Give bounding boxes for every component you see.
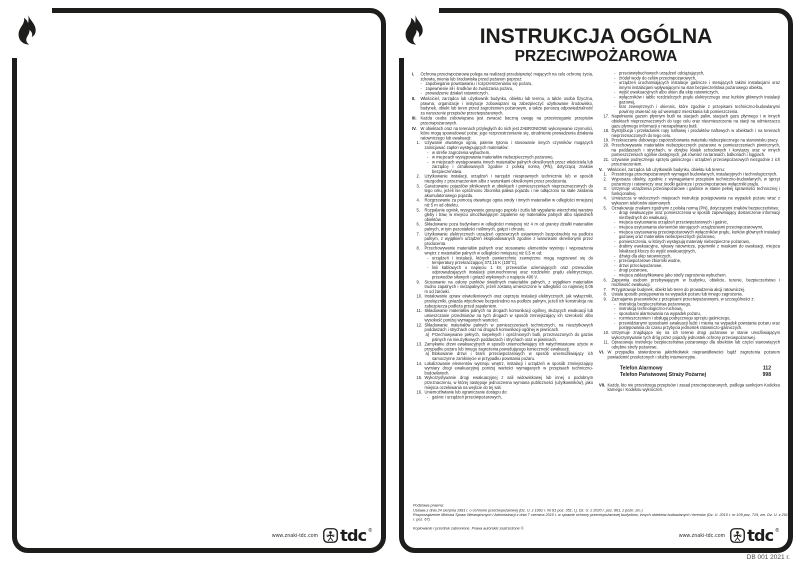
- list-item: [412, 265, 593, 279]
- item-text: Blokowanie drzwi i bram przeciwpożarowych w sposób uniemożliwiający ich samoczynne zamknięcie w przypadku powstania pożaru.: [432, 351, 593, 362]
- item-text: Ustala sposób postępowania na wypadek pożaru lub innego zagrożenia.: [611, 292, 743, 297]
- brand-row: [679, 528, 779, 543]
- item-text: przeciwwybuchowych urządzeń odciążających,: [619, 71, 705, 76]
- item-marker: 13.: [416, 342, 423, 347]
- item-text: Zamykanie drzwi ewakuacyjnych w sposób uniemożliwiający ich natychmiastowe użycie w przypadku pożaru lub innego zagrożenia powodującego konieczność ewakuacji.: [424, 342, 593, 352]
- item-text: w miejscach występowania innych materiałów palnych określonych przez właściciela lub zarządcę i oznakowanych zgodnie z polską normą (PN), dotyczącą znaków bezpieczeństwa.: [432, 159, 593, 174]
- item-text: krat zewnętrznych i okiennic, które zgodnie z przepisami techniczno-budowlanymi powinny otwierać się od wewnątrz mieszkania lub pomieszczenia.: [619, 104, 780, 114]
- item-marker: -: [427, 394, 429, 400]
- list-item: [599, 321, 780, 331]
- section-item: [412, 72, 593, 82]
- list-item: [412, 184, 593, 198]
- item-text: Instalowanie opraw oświetleniowych oraz osprzętu instalacji elektrycznych, jak wyłączniki, przełączniki, gniazda wtyczkowe bezpośrednio na podłożu palnym, jeżeli ich konstrukcja nie zabezpiecza podłoża przed zapaleniem.: [424, 294, 593, 309]
- item-marker: -: [614, 316, 616, 321]
- item-marker: -: [427, 265, 429, 270]
- item-marker: 5.: [603, 205, 607, 211]
- list-item: [599, 187, 780, 197]
- tdc-logo-text: tdc: [340, 526, 367, 545]
- item-text: Umieszcza w widocznych miejscach instrukcje postępowania na wypadek pożaru wraz z wykazem telefonów alarmowych.: [611, 196, 780, 206]
- item-text: Przygotowuje budynek, obiekt lub teren do prowadzenia akcji ratowniczej.: [611, 287, 746, 292]
- item-marker: 10.: [416, 294, 423, 299]
- item-marker: 8.: [603, 292, 607, 297]
- item-text: Używanie podręcznego sprzętu gaśniczego i urządzeń przeciwpożarowych niezgodnie z ich przeznaczeniem.: [611, 157, 780, 167]
- item-marker: 18.: [603, 128, 610, 134]
- item-marker: -: [420, 81, 422, 87]
- item-marker: -: [614, 263, 616, 268]
- item-marker: -: [614, 210, 616, 216]
- item-marker: 10.: [603, 330, 610, 336]
- list-item: [599, 340, 780, 350]
- tdc-logo-text: tdc: [747, 526, 774, 545]
- item-marker: -: [614, 225, 616, 230]
- item-marker: 17.: [603, 114, 610, 119]
- list-item: [599, 278, 780, 288]
- legal-basis-heading: Podstawa prawna:: [413, 503, 444, 508]
- item-text: wyjść ewakuacyjnych albo okien dla ekip ratowniczych,: [619, 90, 719, 95]
- item-text: źródeł wody do celów przeciwpożarowych,: [619, 75, 697, 81]
- item-marker: a): [425, 332, 430, 338]
- list-item: [412, 232, 593, 246]
- item-text: przeciwpożarowe zbiorniki wodne,: [619, 258, 682, 264]
- list-item: [599, 177, 780, 187]
- list-item: [412, 309, 593, 323]
- item-text: Właściciel, zarządca lub użytkownik budynku, obiektu lub terenu:: [607, 167, 725, 172]
- list-item: [412, 91, 593, 96]
- item-marker: 19.: [603, 138, 610, 143]
- list-item: [412, 160, 593, 174]
- item-marker: -: [614, 301, 616, 307]
- item-marker: 6.: [416, 222, 420, 227]
- item-text: w strefie zagrożenia wybuchem,: [432, 150, 491, 155]
- item-marker: I.: [412, 72, 415, 77]
- list-item: [412, 280, 593, 294]
- item-text: Przechowywanie materiałów niebezpiecznych pożarowo w pomieszczeniach piwnicznych, na poddaszach i strychach, w obrębie klatek schodowych i korytarzy oraz w innych pomieszczeniach ogólnie dostępnych, jak również na tarasach, balkonach i loggiach.: [611, 142, 780, 158]
- website-label: www.znaki-tdc.com: [271, 532, 319, 539]
- item-text: miejsca usytuowania urządzeń przeciwpożarowych i gaśnic,: [619, 220, 728, 225]
- item-marker: -: [427, 150, 429, 155]
- item-marker: 9.: [416, 279, 420, 285]
- list-item: [599, 244, 780, 254]
- flame-icon: [15, 14, 42, 52]
- item-text: Stosowanie na osłony punktów świetlnych materiałów palnych, z wyjątkiem materiałów trudno zapalnych i niezapalnych, jeżeli zostaną umieszczone w odległości co najmniej 0,05 m od żarówki.: [424, 279, 593, 294]
- item-marker: a): [425, 351, 430, 357]
- phone-number: 112: [762, 365, 771, 371]
- item-marker: -: [614, 220, 616, 225]
- item-marker: 14.: [416, 361, 423, 366]
- item-marker: 21.: [603, 157, 610, 162]
- column-right: [599, 71, 780, 509]
- list-item: [599, 114, 780, 128]
- item-marker: II.: [412, 96, 416, 101]
- item-text: Każda osoba zobowiązana jest zwracać baczną uwagę na przestrzeganie przepisów przeciwpożarowych.: [420, 116, 593, 126]
- catalog-number: DB 001 2021 r.: [746, 554, 790, 561]
- item-marker: 4.: [603, 196, 607, 201]
- list-item: [412, 395, 593, 400]
- item-marker: -: [614, 311, 616, 316]
- item-text: Rozpalanie ognisk, wysypywanie gorącego popiołu i żużla lub wypalanie wierzchniej warstwy gleby i traw, w miejscu umożliwiającym zapalenie się materiałów palnych albo sąsiednich obiektów.: [424, 207, 593, 222]
- item-text: rozmieszczeniem i obsługą podręcznego sprzętu gaśniczego,: [619, 316, 731, 321]
- list-item: [412, 376, 593, 390]
- item-marker: 5.: [416, 207, 420, 213]
- item-marker: 12.: [416, 322, 423, 328]
- item-text: przewidzianymi sposobami ewakuacji ludzi i mienia na wypadek powstania pożaru oraz postępowania do czasu przybycia jednostek ratowniczo-gaśniczych.: [619, 320, 780, 331]
- list-item: [412, 246, 593, 256]
- item-marker: -: [420, 86, 422, 91]
- item-marker: -: [614, 272, 616, 278]
- item-text: Składowanie poza budynkami w odległości mniejszej niż 4 m od granicy działki materiałów palnych, w tym pozostałości roślinnych, gałęzi i chrustu.: [424, 222, 593, 232]
- list-item: [412, 352, 593, 362]
- item-text: Dystrybucja i przeładunek ropy naftowej i produktów naftowych w obiektach i na terenach nieprzeznaczonych do tego celu.: [611, 128, 780, 138]
- item-marker: -: [614, 90, 616, 95]
- section-item: [412, 116, 593, 126]
- list-item: [599, 157, 780, 167]
- item-text: wyłączników i tablic rozdzielczych prądu elektrycznego oraz kurków głównych instalacji gazowej,: [619, 94, 780, 105]
- registered-mark: ®: [775, 528, 779, 534]
- list-item: [599, 211, 780, 221]
- list-item: [412, 222, 593, 232]
- page-subtitle: PRZECIWPOŻAROWA: [514, 48, 678, 65]
- item-text: Opracowuje instrukcje bezpieczeństwa pożarowego dla obiektów lub części stanowiących odrębne strefy pożarowe.: [611, 340, 780, 350]
- item-marker: -: [614, 229, 616, 235]
- item-marker: 3.: [416, 183, 420, 189]
- item-text: Oznakowuje znakami zgodnymi z polską normą (PN), dotyczącymi znaków bezpieczeństwa:: [611, 205, 779, 211]
- list-item: [412, 174, 593, 184]
- list-item: [599, 81, 780, 91]
- phone-row: [620, 371, 771, 378]
- list-item: [412, 342, 593, 352]
- item-marker: VI.: [599, 350, 605, 355]
- tdc-logo-man-icon: [730, 528, 745, 543]
- item-text: Przestrzega przeciwpożarowych wymagań budowlanych, instalacyjnych i technologicznych.: [611, 172, 778, 177]
- list-item: [599, 95, 780, 105]
- item-text: Każdy, kto nie przestrzega przepisów i zasad przeciwpożarowych, podlega sankcjom Kodeksu karnego i Kodeksu wykroczeń.: [607, 382, 780, 393]
- item-marker: 3.: [603, 186, 607, 192]
- list-item: [412, 361, 593, 375]
- item-text: miejsca usytuowania elementów sterujących urządzeniami przeciwpożarowymi,: [619, 225, 764, 230]
- item-marker: -: [614, 306, 616, 312]
- item-text: Użytkowanie instalacji, urządzeń i narzędzi niesprawnych technicznie lub w sposób niezgodny z przeznaczeniem albo z warunkami określonymi przez producenta.: [424, 174, 593, 184]
- list-item: [412, 323, 593, 333]
- item-text: W przypadku stwierdzenia jakichkolwiek nieprawidłowości bądź zagrożenia pożarem powiadomić przełożonych i służby interwencyjne.: [607, 350, 780, 360]
- item-text: w miejscach występowania materiałów niebezpiecznych pożarowo,: [432, 155, 554, 160]
- item-text: Rozgrzewanie za pomocą otwartego ognia smoły i innych materiałów w odległości mniejszej niż 5 m od obiektu.: [424, 198, 593, 208]
- item-marker: 20.: [603, 142, 610, 148]
- item-text: dźwigi dla ekip ratowniczych,: [619, 253, 672, 259]
- item-text: Wykorzystywanie drogi ewakuacyjnej z sali widowiskowej lub innej o podobnym przeznaczeniu, w której następuje jednoczesna wymiana publiczności (użytkowników), jako miejsca oczekiwania na wejście do tej sali.: [424, 375, 593, 390]
- item-marker: -: [614, 268, 616, 273]
- item-text: Przechowywanie pełnych, niepełnych i opróżnionych butli, przeznaczonych do gazów palnych na nieużytkowych poddaszach i strychach oraz w piwnicach.: [432, 332, 593, 342]
- list-item: [412, 198, 593, 208]
- phone-number: 998: [762, 371, 771, 378]
- item-text: Składowanie materiałów palnych na drogach komunikacji ogólnej, służących ewakuacji lub umieszczanie przedmiotów na tych drogach w sposób zmniejszający ich szerokość albo wysokość poniżej wymaganych wartości.: [424, 308, 593, 323]
- item-marker: V.: [599, 167, 603, 172]
- list-item: [412, 208, 593, 222]
- website-label: www.znaki-tdc.com: [678, 532, 726, 539]
- item-text: Użytkowanie elektrycznych urządzeń ogrzewczych ustawionych bezpośrednio na podłożu palnym, z wyjątkiem urządzeń eksploatowanych zgodnie z warunkami określonymi przez producenta.: [424, 231, 593, 246]
- section-item: [412, 96, 593, 115]
- item-marker: -: [614, 80, 616, 86]
- item-marker: VII.: [599, 382, 606, 388]
- page-title: INSTRUKCJA OGÓLNA: [479, 25, 713, 48]
- item-marker: 2.: [603, 177, 607, 182]
- item-marker: -: [614, 104, 616, 110]
- item-marker: -: [614, 320, 616, 326]
- list-item: [599, 143, 780, 157]
- list-item: [599, 331, 780, 341]
- item-marker: 4.: [416, 198, 420, 203]
- item-text: Zapewnia osobom przebywającym w budynku, obiekcie, terenie, bezpieczeństwo i możliwość ewakuacji.: [611, 277, 780, 288]
- item-text: pomieszczenia, w których występują materiały niebezpieczne pożarowo,: [619, 239, 751, 244]
- item-text: drzwi przeciwpożarowe,: [619, 263, 663, 268]
- instruction-sheet: [399, 8, 793, 553]
- item-marker: IV.: [412, 126, 417, 131]
- item-text: Utrzymuje urządzenia przeciwpożarowe i gaśnice w stanie pełnej sprawności technicznej i funkcjonalnej.: [611, 186, 780, 196]
- list-item: [599, 196, 780, 206]
- list-item: [412, 141, 593, 151]
- item-marker: 2.: [416, 174, 420, 179]
- item-text: W obiektach oraz na terenach przyległych do nich jest ZABRONIONE wykonywanie czynności, które mogą spowodować pożar, jego rozprzestrzenianie się, utrudnienie prowadzenia działania ratowniczego lub ewakuacji:: [420, 126, 593, 141]
- brand-row: [272, 528, 372, 543]
- tdc-logo: [730, 528, 779, 543]
- item-marker: -: [614, 239, 616, 244]
- item-marker: -: [427, 159, 429, 165]
- item-marker: -: [614, 75, 616, 81]
- item-marker: 15.: [416, 375, 423, 381]
- section-item: [599, 383, 780, 393]
- item-marker: 11.: [603, 340, 609, 345]
- text-columns: [412, 71, 780, 509]
- section-item: [412, 126, 593, 140]
- item-marker: -: [614, 71, 616, 76]
- item-marker: -: [614, 258, 616, 264]
- item-marker: -: [614, 253, 616, 259]
- phone-label: Telefon Państwowej Straży Pożarnej: [620, 371, 707, 378]
- item-text: prowadzenie działań ratowniczych.: [425, 91, 489, 96]
- item-text: miejsca zaklasyfikowane jako strefy zagrożenia wybuchem.: [619, 272, 727, 278]
- item-marker: 7.: [416, 231, 420, 237]
- item-text: drabiny ewakuacyjne, rękawy ratownicze, pojemniki z maskami do ewakuacji, miejsca lokalizacji kluczy do wyjść ewakuacyjnych,: [619, 244, 780, 254]
- item-marker: 7.: [603, 287, 607, 292]
- emergency-phones: [620, 365, 771, 378]
- item-text: Składowanie materiałów palnych w pomieszczeniach technicznych, na nieużytkowych poddaszach i strychach oraz na drogach komunikacji ogólnej w piwnicach.: [424, 322, 593, 333]
- item-text: Ochrona przeciwpożarowa polega na realizacji przedsięwzięć mających na celu ochronę życia, zdrowia, mienia lub środowiska przed pożarem poprzez:: [420, 72, 593, 82]
- blank-sheet: [12, 8, 386, 553]
- tdc-logo: [323, 528, 372, 543]
- flame-icon: [402, 14, 429, 52]
- item-marker: 11.: [416, 308, 422, 314]
- item-text: sposobami alarmowania na wypadek pożaru,: [619, 311, 701, 316]
- item-text: Lokalizowanie elementów wystroju wnętrz, instalacji i urządzeń w sposób zmniejszający wymiary drogi ewakuacyjnej poniżej wartości wymaganych w przepisach techniczno-budowlanych.: [424, 361, 593, 376]
- item-marker: III.: [412, 116, 417, 121]
- item-marker: 1.: [416, 140, 420, 146]
- column-left: [412, 71, 593, 509]
- item-text: Garażowanie pojazdów silnikowych w obiektach i pomieszczeniach nieprzeznaczonych do tego celu, jeżeli nie opróżniono zbiornika paliwa pojazdu i nie odłączono na stałe zasilania akumulatorowego pojazdu.: [424, 183, 593, 198]
- list-item: [412, 256, 593, 266]
- item-text: instrukcją bezpieczeństwa pożarowego,: [619, 301, 692, 307]
- item-text: linii kablowych o napięciu 1 kV, przewodów uziemiających oraz przewodów odprowadzających instalacji piorunochronnej oraz rozdzielnic prądu elektrycznego, przewodów siłowych i gniazd wtykowych o napięciu 400 V.: [432, 265, 593, 280]
- item-marker: 9.: [603, 296, 607, 302]
- item-marker: -: [427, 255, 429, 261]
- item-marker: 6.: [603, 277, 607, 283]
- item-text: Właściciel, zarządca lub użytkownik budynku, obiektu lub terenu, a także osoba fizyczna, prawna, organizacje i instytucje zobowiązani są zabezpieczyć użytkowane środowisko, budynek, obiekt lub teren przed zagrożeniem pożarowym, a także ponoszą odpowiedzialność za naruszenie przepisów przeciwpożarowych.: [420, 96, 593, 116]
- item-marker: 1.: [603, 172, 607, 177]
- list-item: [599, 230, 780, 240]
- legal-basis-line: Rozporządzenie Ministra Spraw Wewnętrznych i Administracji z dnia 7 czerwca 2010 r. w sprawie ochrony przeciwpożarowej budynków, innych obiektów budowlanych i terenów (Dz. U. 2010 r. nr 109 poz. 719, zm. Dz. U. z 2019 r. poz. 67).: [413, 512, 790, 522]
- item-text: Przekraczanie dobowego zapotrzebowania materiału niebezpiecznego na stanowisku pracy.: [611, 138, 779, 143]
- item-marker: -: [427, 155, 429, 160]
- item-text: urządzeń uruchamiających instalacje gaśnicze i sterujących takimi instalacjami oraz innymi instalacjami wpływającymi na stan bezpieczeństwa pożarowego obiektu,: [619, 80, 780, 90]
- item-text: zapobieganie powstawaniu i rozprzestrzenianiu się pożaru,: [425, 81, 533, 87]
- item-text: Przechowywanie materiałów palnych oraz stosowanie elementów wystroju i wyposażenia wnętrz z materiałów palnych w odległości mniejszej niż 0,5 m od:: [424, 246, 593, 256]
- item-text: urządzeń i instalacji, których powierzchnie zewnętrzne mogą nagrzewać się do temperatury przekraczającej 373,15 K (100°C),: [432, 255, 593, 266]
- item-marker: -: [420, 91, 422, 96]
- registered-mark: ®: [368, 528, 372, 534]
- list-item: [412, 333, 593, 343]
- item-text: gaśnic i urządzeń przeciwpożarowych,: [432, 394, 502, 400]
- legal-basis-line: Ustawa z dnia 24 sierpnia 1991 r. o ochronie przeciwpożarowej (Dz. U. z 1991 r. Nr 81 poz. 351, t.j. Dz. U. z 2020 r. poz. 961, z późn. zm.): [413, 508, 643, 513]
- item-text: drogi pożarowe,: [619, 268, 649, 273]
- section-item: [599, 350, 780, 360]
- list-item: [412, 294, 593, 308]
- phone-label: Telefon Alarmowy: [620, 365, 663, 371]
- item-text: Zaznajamia pracowników z przepisami przeciwpożarowymi, w szczególności z:: [611, 296, 755, 302]
- item-text: Wyposaża obiekty, zgodnie z wymaganiami przepisów techniczno-budowlanych, w sprzęt pożarniczy i ratowniczy oraz środki gaśnicze i przeciwpożarowe wyłączniki prądu.: [611, 177, 780, 187]
- item-text: miejsca usytuowania przeciwpożarowych wyłączników prądu, kurków głównych instalacji gazowej oraz materiałów niebezpiecznych pożarowo,: [619, 229, 780, 240]
- tdc-logo-man-icon: [323, 528, 338, 543]
- list-item: [599, 105, 780, 115]
- item-marker: -: [614, 94, 616, 100]
- item-text: Utrzymuje znajdujące się na ich terenie drogi pożarowe w stanie umożliwiającym wykorzystywanie tych dróg przez pojazdy jednostek ochrony przeciwpożarowej.: [611, 330, 780, 340]
- item-text: Używanie otwartego ognia, palenie tytoniu i stosowanie innych czynników mogących zainicjować zapłon występujących materiałów:: [424, 140, 593, 150]
- copyright-line: Kopiowanie i przedruk zabronione. Prawa autorskie zastrzeżone ©.: [413, 526, 525, 531]
- list-item: [599, 129, 780, 139]
- item-text: Napełnianie gazem płynnym butli na stacjach paliw, stacjach gazu płynnego i w innych obiektach nieprzeznaczonych do tego celu oraz nieumieszczenie na stacji na odmierzaczu gazu płynnego informacji o nienapełnianiu butli.: [611, 114, 780, 129]
- item-marker: -: [614, 244, 616, 249]
- item-text: Uniemożliwianie lub ograniczanie dostępu do:: [424, 390, 508, 395]
- item-text: drogi ewakuacyjne oraz pomieszczenia w sposób zapewniający dostarczenie informacji niezbędnych do ewakuacji,: [619, 210, 780, 220]
- item-text: zapewnienie sił i środków do zwalczania pożaru,: [425, 86, 514, 91]
- item-marker: 16.: [416, 390, 423, 395]
- item-marker: 8.: [416, 246, 420, 251]
- item-text: instrukcją technologiczno-ruchową,: [619, 306, 683, 312]
